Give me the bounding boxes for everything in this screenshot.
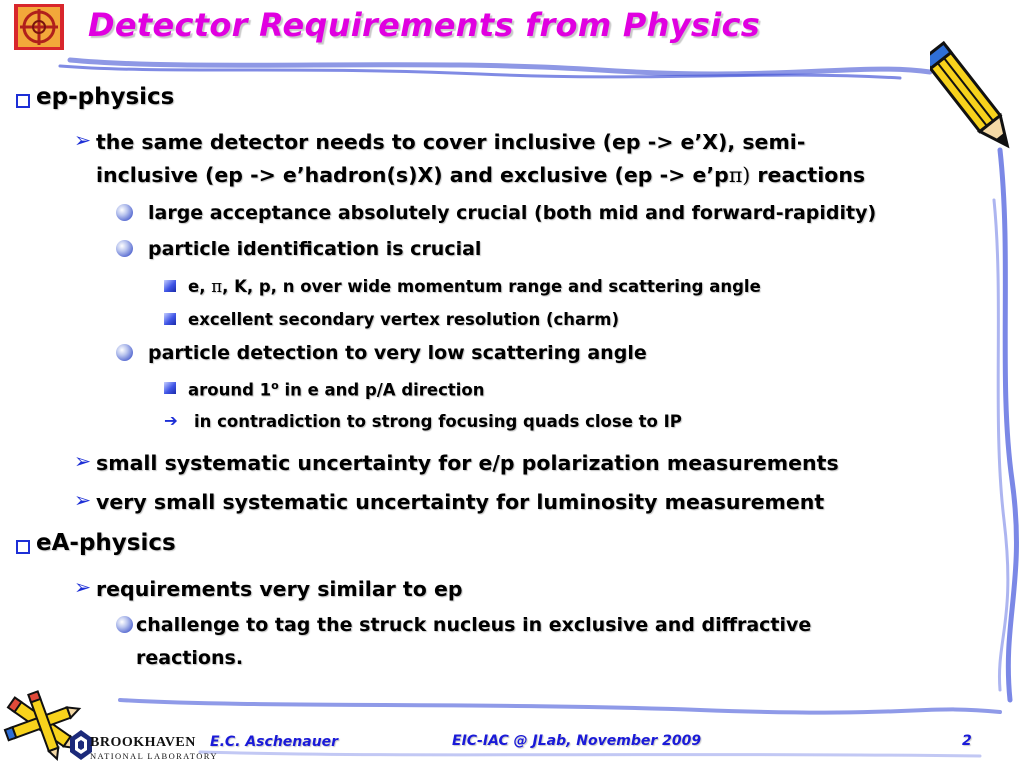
angle-text-b: in e and p/A direction	[278, 380, 485, 400]
item-challenge-line1: challenge to tag the struck nucleus in exclusive and diffractive	[136, 614, 812, 636]
item-particle-identification: particle identification is crucial	[148, 238, 482, 260]
coverage-text: inclusive (ep -> e’hadron(s)X) and exclusive (ep -> e’p	[96, 163, 729, 187]
arrow-bullet-icon: ➢	[74, 128, 92, 152]
lab-subtitle: NATIONAL LABORATORY	[90, 751, 218, 761]
item-low-scattering-angle: particle detection to very low scattering angle	[148, 342, 647, 364]
item-detector-coverage-line1: the same detector needs to cover inclusive (ep -> e’X), semi-	[96, 130, 806, 154]
footer-event: EIC-IAC @ JLab, November 2009	[452, 733, 702, 749]
item-secondary-vertex: excellent secondary vertex resolution (charm)	[188, 310, 620, 329]
item-momentum-range	[188, 277, 761, 296]
angle-text-a: around 1	[188, 380, 272, 400]
item-polarization-uncertainty: small systematic uncertainty for e/p polarization measurements	[96, 451, 839, 475]
item-around-one-degree	[188, 379, 485, 400]
square-bullet-icon	[164, 313, 176, 325]
bnl-logo-icon	[70, 730, 92, 760]
section-heading-ea: eA-physics	[36, 530, 176, 556]
momentum-text-a: e,	[188, 277, 212, 296]
at-sphere-bullet-icon	[116, 240, 133, 257]
momentum-text-b: , K, p, n over wide momentum range and scattering angle	[222, 277, 761, 296]
detector-logo-icon	[14, 4, 64, 50]
at-sphere-bullet-icon	[116, 344, 133, 361]
slide-title: Detector Requirements from Physics	[88, 6, 761, 44]
coverage-text-end: reactions	[750, 163, 866, 187]
square-bullet-icon	[164, 382, 176, 394]
checkbox-bullet-icon	[16, 94, 30, 108]
item-large-acceptance: large acceptance absolutely crucial (both mid and forward-rapidity)	[148, 202, 877, 224]
right-arrow-icon: ➔	[164, 411, 178, 430]
checkbox-bullet-icon	[16, 540, 30, 554]
page-number: 2	[962, 733, 972, 749]
at-sphere-bullet-icon	[116, 204, 133, 221]
item-contradiction-quads: in contradiction to strong focusing quads close to IP	[194, 412, 682, 431]
at-sphere-bullet-icon	[116, 616, 133, 633]
pencil-icon	[930, 36, 1020, 166]
item-detector-coverage-line2	[96, 163, 865, 187]
square-bullet-icon	[164, 280, 176, 292]
section-heading-ep: ep-physics	[36, 84, 175, 110]
item-requirements-similar: requirements very similar to ep	[96, 577, 463, 601]
pi-symbol: π)	[728, 163, 751, 187]
item-challenge-line2: reactions.	[136, 647, 244, 669]
lab-name: BROOKHAVEN	[90, 735, 196, 750]
arrow-bullet-icon: ➢	[74, 449, 92, 473]
degree-superscript: o	[271, 379, 279, 392]
pi-symbol: π	[211, 277, 223, 296]
arrow-bullet-icon: ➢	[74, 575, 92, 599]
arrow-bullet-icon: ➢	[74, 488, 92, 512]
item-luminosity-uncertainty: very small systematic uncertainty for luminosity measurement	[96, 490, 825, 514]
footer-author: E.C. Aschenauer	[210, 734, 339, 750]
bnl-logo-text	[90, 735, 218, 761]
